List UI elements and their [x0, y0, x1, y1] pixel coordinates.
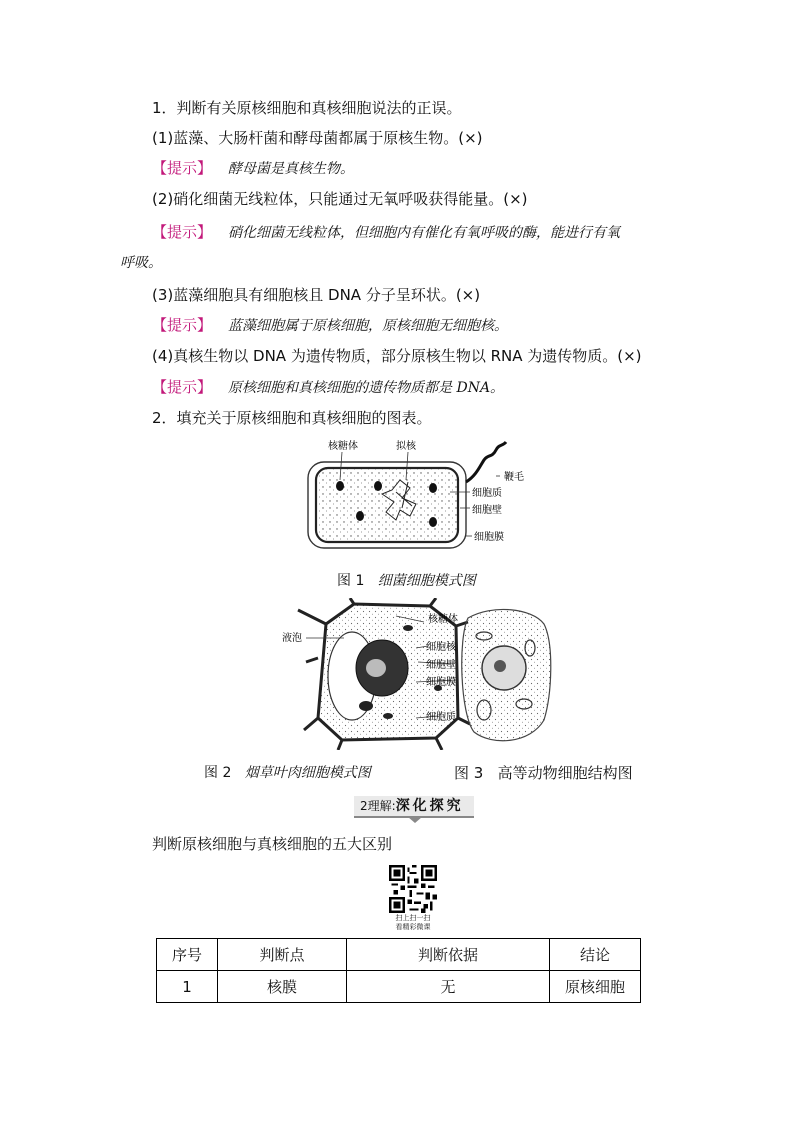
hint-text: 酵母菌是真核生物。 [228, 161, 355, 177]
label-nucleus: 细胞核 [426, 642, 456, 653]
q1-statement-2: (2)硝化细菌无线粒体，只能通过无氧呼吸获得能量。(×) [152, 190, 528, 208]
fig2-caption [204, 762, 371, 782]
banner-text [360, 797, 464, 815]
fig3-title: 高等动物细胞结构图 [497, 764, 633, 782]
header-cell: 判断点 [218, 939, 347, 971]
fig1-number: 图 1 [337, 573, 365, 589]
banner-title: 深化探究 [395, 798, 464, 814]
label-cell-membrane-2: 细胞膜 [426, 677, 456, 688]
q1-statement-1: (1)蓝藻、大肠杆菌和酵母菌都属于原核生物。(×) [152, 129, 483, 147]
table-row [157, 971, 641, 1003]
q1-hint-4 [152, 377, 504, 398]
bacteria-cell-figure [300, 436, 530, 554]
fig1-caption [337, 570, 476, 590]
fig1-title: 细菌细胞模式图 [377, 573, 476, 589]
label-cell-membrane: 细胞膜 [474, 532, 504, 543]
hint-text: 硝化细菌无线粒体，但细胞内有催化有氧呼吸的酶，能进行有氧 [228, 225, 621, 241]
hint-text: 原核细胞和真核细胞的遗传物质都是 DNA。 [228, 380, 505, 396]
qr-caption-line-2: 看精彩微课 [395, 923, 431, 931]
qr-caption-line-1: 扫上扫一扫 [395, 914, 431, 922]
hint-text-continued: 呼吸。 [120, 255, 162, 271]
q1-hint-1 [152, 158, 354, 179]
hint-label: 【提示】 [152, 316, 213, 334]
label-ribosome-2: 核糖体 [428, 614, 458, 625]
label-vacuole: 液泡 [282, 633, 302, 644]
q2-heading: 2．填充关于原核细胞和真核细胞的图表。 [152, 409, 432, 427]
header-cell: 判断依据 [347, 939, 550, 971]
label-cell-wall: 细胞壁 [472, 505, 502, 516]
q1-hint-3 [152, 315, 508, 336]
header-cell: 结论 [550, 939, 641, 971]
q1-statement-3: (3)蓝藻细胞具有细胞核且 DNA 分子呈环状。(×) [152, 286, 481, 304]
table-cell: 原核细胞 [550, 971, 641, 1003]
label-flagellum: 鞭毛 [504, 472, 524, 483]
hint-label: 【提示】 [152, 159, 213, 177]
table-cell: 核膜 [218, 971, 347, 1003]
fig2-number: 图 2 [204, 765, 232, 781]
qr-caption [385, 914, 441, 932]
cell-wall-outline [316, 468, 458, 542]
q1-statement-4: (4)真核生物以 DNA 为遗传物质，部分原核生物以 RNA 为遗传物质。(×) [152, 347, 642, 365]
q1-heading: 1．判断有关原核细胞和真核细胞说法的正误。 [152, 99, 462, 117]
label-ribosome: 核糖体 [328, 441, 358, 452]
label-cytoplasm-2: 细胞质 [426, 712, 456, 723]
fig2-title: 烟草叶肉细胞模式图 [244, 765, 371, 781]
section-banner [354, 792, 474, 822]
hint-text: 蓝藻细胞属于原核细胞，原核细胞无细胞核。 [228, 318, 509, 334]
section-title: 判断原核细胞与真核细胞的五大区别 [152, 835, 393, 853]
fig3-number: 图 3 [454, 764, 484, 782]
table-cell: 无 [347, 971, 550, 1003]
q1-hint-2 [152, 222, 620, 243]
fig3-caption [454, 762, 633, 783]
plant-animal-cell-figure [278, 598, 558, 750]
header-cell: 序号 [157, 939, 218, 971]
hint-label: 【提示】 [152, 223, 213, 241]
table-cell: 1 [157, 971, 218, 1003]
banner-prefix: 2理解: [360, 799, 396, 813]
label-cell-wall-2: 细胞壁 [426, 660, 456, 671]
label-cytoplasm: 细胞质 [472, 488, 502, 499]
plant-nucleolus [366, 659, 386, 677]
table-header-row [157, 939, 641, 971]
label-nucleoid: 拟核 [396, 441, 416, 452]
qr-code-icon [389, 865, 437, 913]
comparison-table [156, 938, 641, 1003]
hint-label: 【提示】 [152, 378, 213, 396]
banner-pointer [408, 817, 422, 823]
